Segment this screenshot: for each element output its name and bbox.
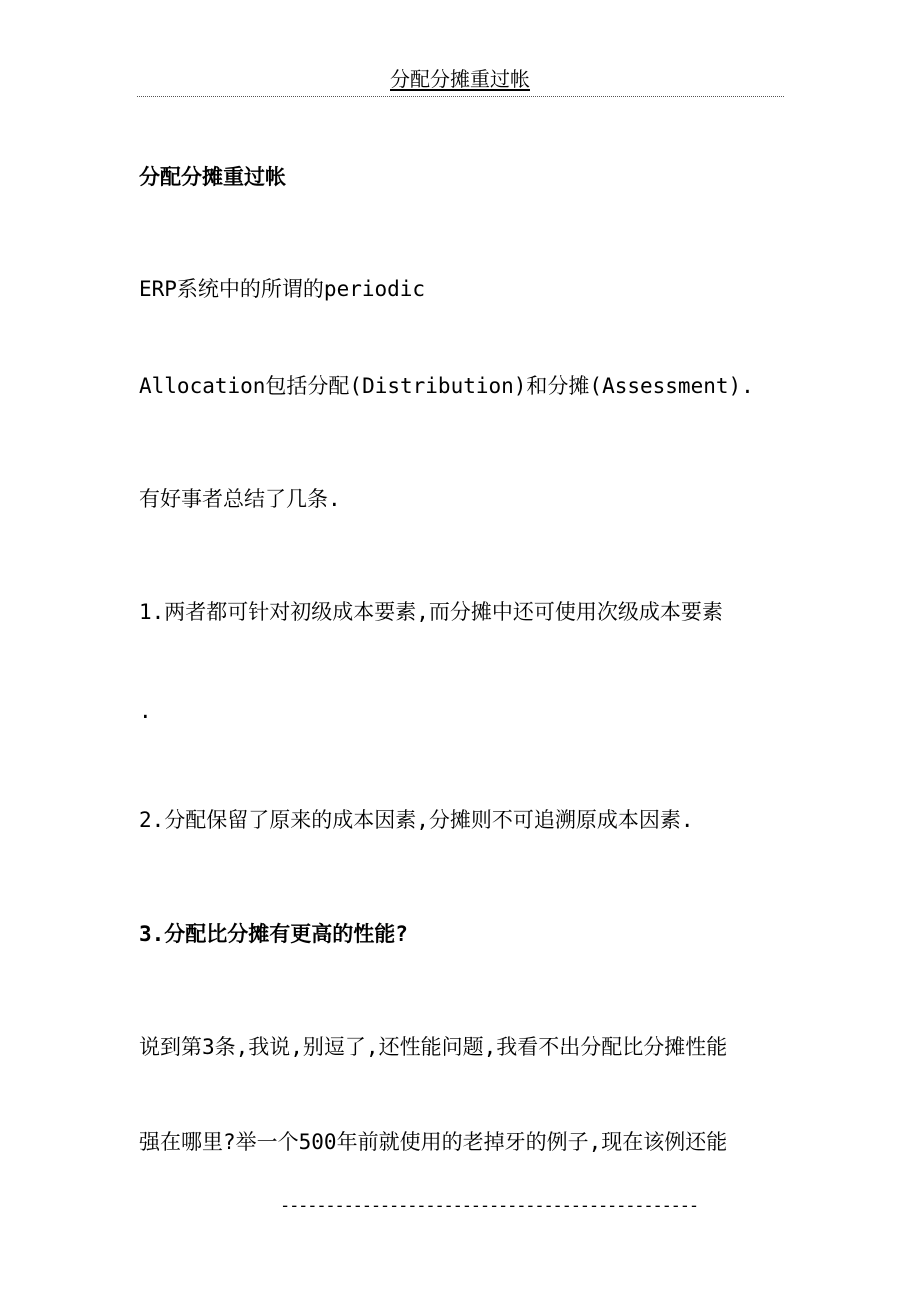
paragraph-line-1: ERP系统中的所谓的periodic <box>139 277 426 301</box>
footer-divider: ---------------------------------------------- <box>280 1196 698 1216</box>
paragraph-line-5: 强在哪里?举一个500年前就使用的老掉牙的例子,现在该例还能 <box>139 1130 728 1154</box>
list-item-1-continuation: . <box>139 699 152 723</box>
page-header-title: 分配分摊重过帐 <box>390 67 530 91</box>
list-item-2: 2.分配保留了原来的成本因素,分摊则不可追溯原成本因素. <box>139 808 694 832</box>
paragraph-line-2: Allocation包括分配(Distribution)和分摊(Assessment). <box>139 374 754 398</box>
list-item-3: 3.分配比分摊有更高的性能? <box>139 922 408 946</box>
document-heading: 分配分摊重过帐 <box>139 165 286 189</box>
list-item-1: 1.两者都可针对初级成本要素,而分摊中还可使用次级成本要素 <box>139 600 723 624</box>
header-divider <box>137 96 784 97</box>
paragraph-line-4: 说到第3条,我说,别逗了,还性能问题,我看不出分配比分摊性能 <box>139 1035 728 1059</box>
paragraph-line-3: 有好事者总结了几条. <box>139 487 341 511</box>
